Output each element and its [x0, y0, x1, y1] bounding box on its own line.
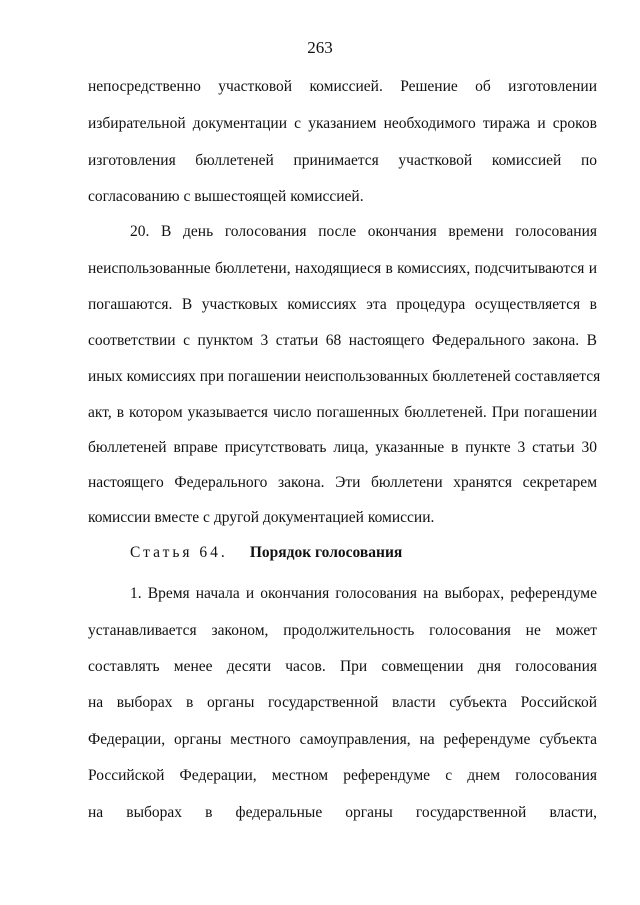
text-line: 20. В день голосования после окончания времени голосования — [130, 223, 597, 240]
text-line: иных комиссиях при погашении неиспользованных бюллетеней составляется — [88, 368, 601, 385]
text-line: бюллетеней вправе присутствовать лица, указанные в пункте 3 статьи 30 — [88, 439, 597, 456]
text-line: погашаются. В участковых комиссиях эта процедура осуществляется в — [88, 296, 597, 313]
text-line: соответствии с пунктом 3 статьи 68 настоящего Федерального закона. В — [88, 332, 597, 349]
text-line: комиссии вместе с другой документацией комиссии. — [88, 509, 435, 526]
text-line: акт, в котором указывается число погашенных бюллетеней. При погашении — [88, 404, 597, 421]
text-line: изготовления бюллетеней принимается участковой комиссией по — [88, 152, 597, 169]
text-line: согласованию с вышестоящей комиссией. — [88, 188, 364, 205]
text-line: на выборах в федеральные органы государственной власти, — [88, 804, 597, 821]
text-line: на выборах в органы государственной власти субъекта Российской — [88, 694, 597, 711]
text-line: непосредственно участковой комиссией. Решение об изготовлении — [88, 78, 597, 95]
article-label: Статья 64. — [130, 544, 228, 561]
article-heading — [130, 543, 402, 563]
text-line: составлять менее десяти часов. При совмещении дня голосования — [88, 658, 597, 675]
page-number: 263 — [307, 38, 333, 57]
text-line: Российской Федерации, местном референдуме с днем голосования — [88, 767, 597, 784]
text-line: избирательной документации с указанием необходимого тиража и сроков — [88, 115, 597, 132]
text-line: устанавливается законом, продолжительность голосования не может — [88, 622, 597, 639]
text-line: Федерации, органы местного самоуправления, на референдуме субъекта — [88, 731, 597, 748]
article-title: Порядок голосования — [249, 544, 403, 561]
text-line: настоящего Федерального закона. Эти бюллетени хранятся секретарем — [88, 474, 597, 491]
text-line: 1. Время начала и окончания голосования на выборах, референдуме — [130, 585, 597, 602]
text-line: неиспользованные бюллетени, находящиеся в комиссиях, подсчитываются и — [88, 260, 597, 277]
